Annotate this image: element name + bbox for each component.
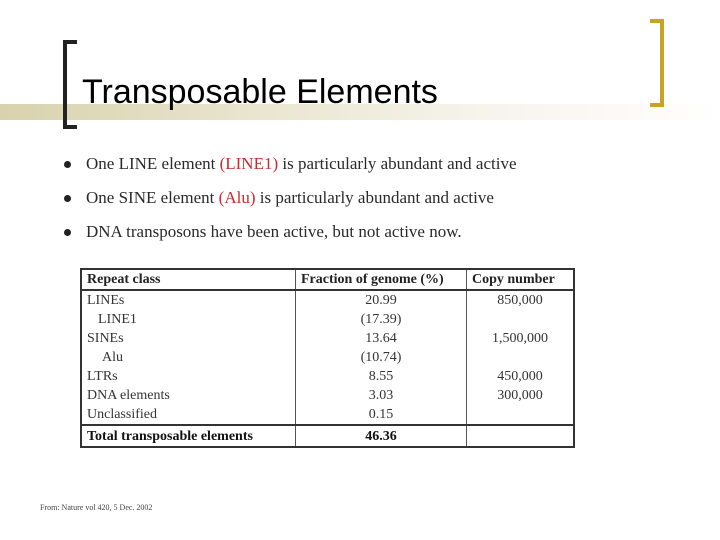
cell-repeat-class: LINE1 [81,310,296,329]
cell-fraction: (10.74) [296,348,467,367]
cell-repeat-class: LINEs [81,290,296,310]
bullet-dot-icon [64,195,71,202]
cell-total-copy-number [467,425,575,447]
cell-copy-number [467,310,575,329]
cell-repeat-class: DNA elements [81,386,296,405]
repeat-class-table-wrapper [80,268,575,448]
table-row [81,348,574,367]
bullet-text: is particularly abundant and active [255,188,494,207]
cell-copy-number: 300,000 [497,388,543,403]
source-citation: From: Nature vol 420, 5 Dec. 2002 [40,503,153,512]
cell-fraction: 3.03 [296,386,467,405]
cell-fraction: 13.64 [296,329,467,348]
cell-fraction: 0.15 [296,405,467,425]
cell-copy-number: 450,000 [497,369,543,384]
table-row [81,329,574,348]
left-bracket-decoration [63,40,77,129]
table-header-row [81,269,574,290]
cell-total-fraction: 46.36 [296,425,467,447]
table-total-row [81,425,574,447]
table-row [81,386,574,405]
cell-total-label: Total transposable elements [81,425,296,447]
cell-copy-number: 850,000 [497,293,543,308]
cell-repeat-class: Alu [81,348,296,367]
bullet-list [64,152,517,254]
cell-repeat-class: SINEs [81,329,296,348]
bullet-dot-icon [64,229,71,236]
cell-repeat-class: LTRs [81,367,296,386]
cell-copy-number: 1,500,000 [492,331,548,346]
cell-fraction: (17.39) [296,310,467,329]
table-row [81,310,574,329]
cell-repeat-class: Unclassified [81,405,296,425]
bullet-highlight: (LINE1) [219,154,279,173]
column-header-copy-number: Copy number [467,269,575,290]
cell-copy-number [467,405,575,425]
column-header-fraction: Fraction of genome (%) [296,269,467,290]
column-header-repeat-class: Repeat class [81,269,296,290]
bullet-text: is particularly abundant and active [278,154,517,173]
cell-fraction: 8.55 [296,367,467,386]
bullet-item [64,152,517,186]
bullet-item [64,220,517,254]
table-row [81,367,574,386]
table-row [81,290,574,310]
bullet-text: One SINE element [86,188,219,207]
bullet-text: One LINE element [86,154,220,173]
bullet-item [64,186,517,220]
repeat-class-table [80,268,575,448]
right-bracket-decoration [650,19,664,107]
slide-title: Transposable Elements [82,73,438,111]
bullet-highlight: (Alu) [218,188,256,207]
cell-copy-number [467,348,575,367]
table-row [81,405,574,425]
bullet-dot-icon [64,161,71,168]
bullet-text: DNA transposons have been active, but not active now. [86,222,462,241]
cell-fraction: 20.99 [296,290,467,310]
